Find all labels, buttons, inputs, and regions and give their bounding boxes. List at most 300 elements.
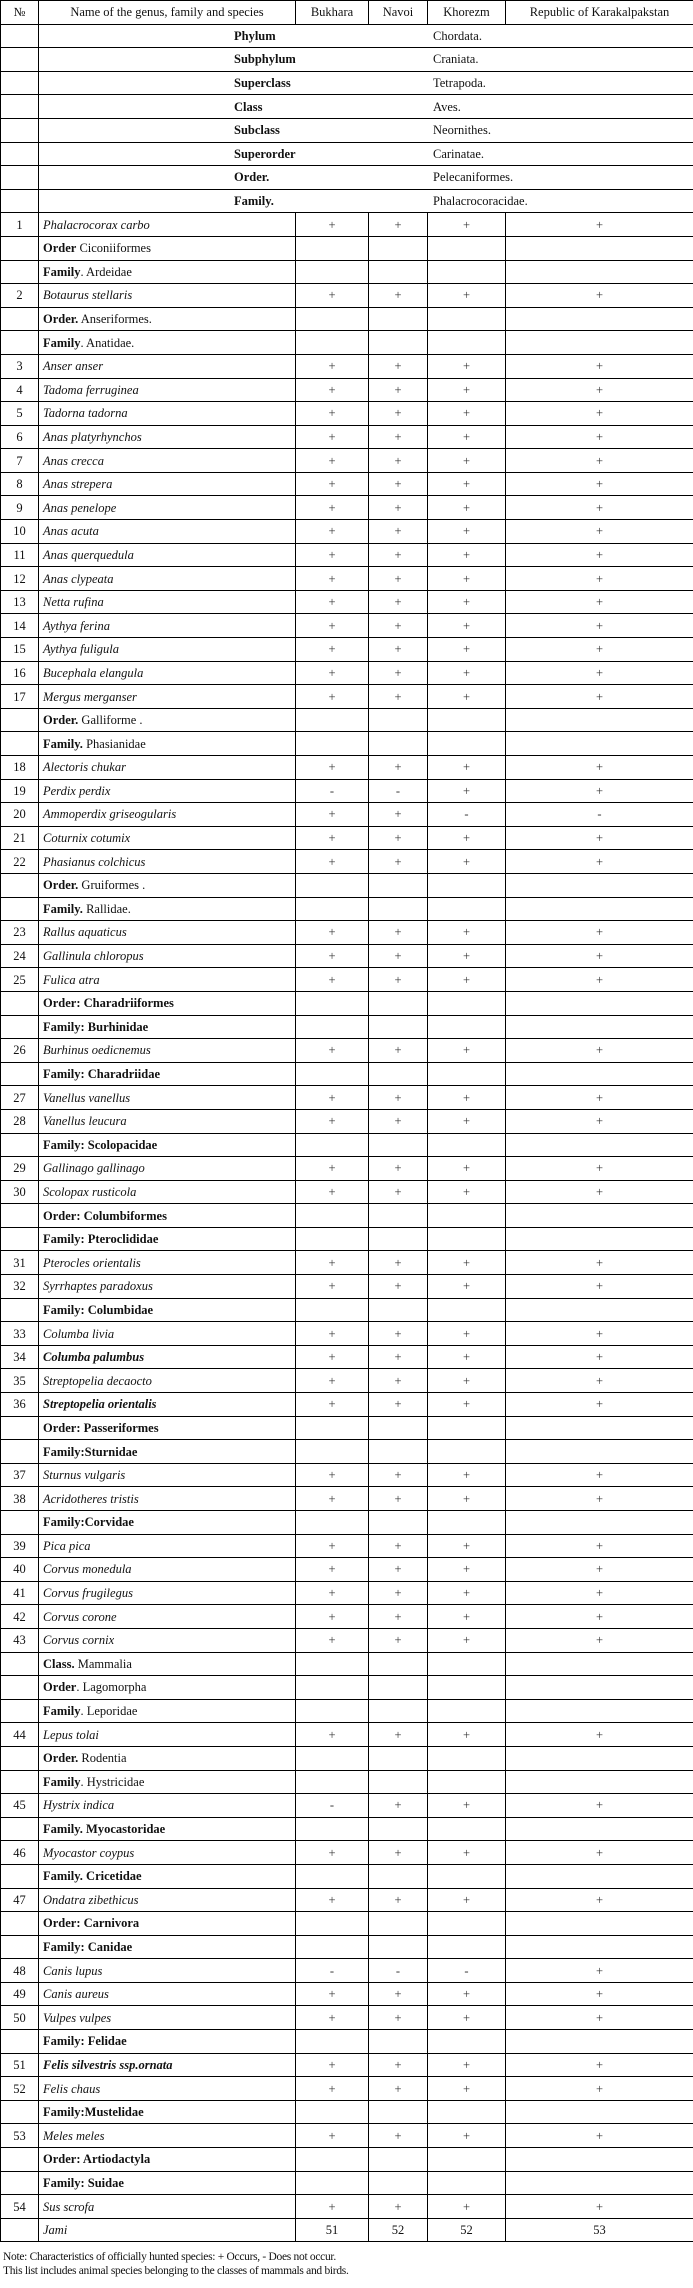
row-number: [1, 708, 39, 732]
occurrence-karakalpakstan: +: [506, 496, 693, 520]
empty-cell-karakalpakstan: [506, 1770, 693, 1794]
row-number: [1, 71, 39, 95]
row-number: 26: [1, 1039, 39, 1063]
occurrence-bukhara: +: [296, 1157, 369, 1181]
empty-cell-navoi: [369, 1699, 428, 1723]
species-name: Corvus monedula: [39, 1558, 296, 1582]
empty-cell-bukhara: [296, 991, 369, 1015]
occurrence-navoi: +: [369, 1275, 428, 1299]
header-karakalpakstan: Republic of Karakalpakstan: [506, 1, 693, 25]
group-taxon: . Ardeidae: [80, 264, 132, 279]
occurrence-karakalpakstan: +: [506, 1086, 693, 1110]
taxonomy-content: [43, 48, 689, 70]
empty-cell-khorezm: [428, 1298, 506, 1322]
taxonomy-content: [43, 119, 689, 141]
group-name: [39, 2100, 296, 2124]
occurrence-bukhara: +: [296, 661, 369, 685]
species-row: [1, 449, 693, 473]
empty-cell-khorezm: [428, 1699, 506, 1723]
row-number: [1, 1416, 39, 1440]
species-name: Acridotheres tristis: [39, 1487, 296, 1511]
occurrence-khorezm: +: [428, 638, 506, 662]
occurrence-karakalpakstan: +: [506, 449, 693, 473]
occurrence-navoi: +: [369, 1039, 428, 1063]
row-number: [1, 95, 39, 119]
occurrence-navoi: +: [369, 2124, 428, 2148]
group-row: [1, 1298, 693, 1322]
row-number: 43: [1, 1628, 39, 1652]
occurrence-navoi: +: [369, 284, 428, 308]
row-number: 15: [1, 638, 39, 662]
empty-cell-khorezm: [428, 2030, 506, 2054]
row-number: 38: [1, 1487, 39, 1511]
occurrence-navoi: +: [369, 590, 428, 614]
group-name: [39, 2030, 296, 2054]
species-row: [1, 1534, 693, 1558]
occurrence-karakalpakstan: +: [506, 2195, 693, 2219]
empty-cell-karakalpakstan: [506, 1440, 693, 1464]
empty-cell-navoi: [369, 1015, 428, 1039]
empty-cell-bukhara: [296, 2030, 369, 2054]
occurrence-karakalpakstan: +: [506, 1982, 693, 2006]
occurrence-bukhara: +: [296, 1534, 369, 1558]
group-row: [1, 1746, 693, 1770]
species-row: [1, 402, 693, 426]
species-row: [1, 1628, 693, 1652]
group-name: [39, 260, 296, 284]
species-row: [1, 354, 693, 378]
occurrence-karakalpakstan: +: [506, 402, 693, 426]
group-rank: Order.: [43, 312, 79, 327]
row-number: [1, 118, 39, 142]
row-number: [1, 142, 39, 166]
occurrence-bukhara: +: [296, 2006, 369, 2030]
occurrence-bukhara: +: [296, 968, 369, 992]
group-row: [1, 2100, 693, 2124]
empty-cell-navoi: [369, 1770, 428, 1794]
occurrence-karakalpakstan: +: [506, 1581, 693, 1605]
species-name: Hystrix indica: [39, 1794, 296, 1818]
occurrence-karakalpakstan: +: [506, 2124, 693, 2148]
occurrence-karakalpakstan: +: [506, 1322, 693, 1346]
total-karakalpakstan: 53: [506, 2218, 693, 2242]
group-row: [1, 2148, 693, 2172]
occurrence-karakalpakstan: +: [506, 543, 693, 567]
taxonomy-content: [43, 25, 689, 47]
species-row: [1, 1982, 693, 2006]
group-row: [1, 1652, 693, 1676]
group-rank: Order: [43, 241, 77, 256]
occurrence-khorezm: +: [428, 1723, 506, 1747]
species-row: [1, 1086, 693, 1110]
taxonomy-name: Craniata.: [433, 52, 479, 67]
species-name: Perdix perdix: [39, 779, 296, 803]
empty-cell-khorezm: [428, 1746, 506, 1770]
occurrence-navoi: +: [369, 1345, 428, 1369]
empty-cell-navoi: [369, 1511, 428, 1535]
taxonomy-row: [1, 24, 693, 48]
occurrence-bukhara: +: [296, 1109, 369, 1133]
row-number: [1, 1015, 39, 1039]
group-taxon: . Leporidae: [80, 1704, 138, 1719]
occurrence-khorezm: +: [428, 850, 506, 874]
empty-cell-navoi: [369, 1204, 428, 1228]
row-number: 45: [1, 1794, 39, 1818]
occurrence-khorezm: +: [428, 614, 506, 638]
empty-cell-karakalpakstan: [506, 1746, 693, 1770]
occurrence-karakalpakstan: +: [506, 2077, 693, 2101]
group-name: [39, 1440, 296, 1464]
occurrence-navoi: +: [369, 402, 428, 426]
occurrence-navoi: +: [369, 1157, 428, 1181]
empty-cell-khorezm: [428, 307, 506, 331]
species-row: [1, 590, 693, 614]
row-number: 27: [1, 1086, 39, 1110]
species-row: [1, 803, 693, 827]
group-name: [39, 1912, 296, 1936]
empty-cell-bukhara: [296, 708, 369, 732]
species-row: [1, 826, 693, 850]
row-number: 17: [1, 685, 39, 709]
occurrence-karakalpakstan: +: [506, 921, 693, 945]
occurrence-bukhara: +: [296, 1039, 369, 1063]
occurrence-karakalpakstan: +: [506, 1251, 693, 1275]
group-row: [1, 1133, 693, 1157]
group-name: [39, 991, 296, 1015]
row-number: 35: [1, 1369, 39, 1393]
empty-cell-karakalpakstan: [506, 1015, 693, 1039]
empty-cell-karakalpakstan: [506, 873, 693, 897]
occurrence-karakalpakstan: +: [506, 1157, 693, 1181]
occurrence-bukhara: +: [296, 921, 369, 945]
occurrence-khorezm: +: [428, 944, 506, 968]
species-row: [1, 2077, 693, 2101]
occurrence-navoi: +: [369, 543, 428, 567]
occurrence-bukhara: +: [296, 449, 369, 473]
empty-cell-karakalpakstan: [506, 1817, 693, 1841]
occurrence-bukhara: +: [296, 1558, 369, 1582]
row-number: 29: [1, 1157, 39, 1181]
species-row: [1, 1463, 693, 1487]
occurrence-navoi: +: [369, 1605, 428, 1629]
group-name: [39, 1416, 296, 1440]
occurrence-khorezm: +: [428, 1794, 506, 1818]
group-rank: Order.: [43, 878, 79, 893]
group-taxon: Rallidae.: [82, 901, 131, 916]
group-name: [39, 1864, 296, 1888]
empty-cell-karakalpakstan: [506, 2148, 693, 2172]
empty-cell-karakalpakstan: [506, 897, 693, 921]
group-name: [39, 2171, 296, 2195]
total-bukhara: 51: [296, 2218, 369, 2242]
empty-cell-khorezm: [428, 1676, 506, 1700]
occurrence-navoi: +: [369, 2195, 428, 2219]
occurrence-navoi: +: [369, 213, 428, 237]
occurrence-karakalpakstan: +: [506, 1180, 693, 1204]
empty-cell-karakalpakstan: [506, 2030, 693, 2054]
row-number: [1, 2171, 39, 2195]
species-name: Bucephala elangula: [39, 661, 296, 685]
species-name: Phasianus colchicus: [39, 850, 296, 874]
species-row: [1, 284, 693, 308]
group-name: [39, 708, 296, 732]
species-row: [1, 1393, 693, 1417]
occurrence-khorezm: +: [428, 1534, 506, 1558]
occurrence-khorezm: +: [428, 354, 506, 378]
species-name: Anas strepera: [39, 472, 296, 496]
row-number: 54: [1, 2195, 39, 2219]
species-row: [1, 1487, 693, 1511]
occurrence-khorezm: +: [428, 449, 506, 473]
empty-cell-khorezm: [428, 1912, 506, 1936]
empty-cell-bukhara: [296, 732, 369, 756]
empty-cell-khorezm: [428, 732, 506, 756]
species-row: [1, 213, 693, 237]
taxonomy-row: [1, 142, 693, 166]
occurrence-navoi: +: [369, 1841, 428, 1865]
row-number: [1, 189, 39, 213]
occurrence-navoi: +: [369, 1463, 428, 1487]
occurrence-navoi: +: [369, 826, 428, 850]
species-name: Lepus tolai: [39, 1723, 296, 1747]
empty-cell-karakalpakstan: [506, 1227, 693, 1251]
empty-cell-khorezm: [428, 1511, 506, 1535]
row-number: [1, 1227, 39, 1251]
occurrence-khorezm: +: [428, 402, 506, 426]
group-rank: Family: [43, 335, 81, 350]
species-row: [1, 921, 693, 945]
occurrence-khorezm: +: [428, 968, 506, 992]
occurrence-navoi: +: [369, 1180, 428, 1204]
occurrence-navoi: +: [369, 354, 428, 378]
species-row: [1, 2006, 693, 2030]
occurrence-khorezm: +: [428, 284, 506, 308]
note-scope: This list includes animal species belonging to the classes of mammals and birds.: [3, 2265, 349, 2278]
row-number: 7: [1, 449, 39, 473]
group-rank: Order: Columbiformes: [43, 1208, 167, 1223]
group-rank: Order: Charadriiformes: [43, 996, 174, 1011]
group-rank: Family: Columbidae: [43, 1302, 154, 1317]
note-legend: Note: Characteristics of officially hunted species: + Occurs, - Does not occur.: [3, 2251, 336, 2264]
row-number: 51: [1, 2053, 39, 2077]
taxonomy-name: Neornithes.: [433, 123, 491, 138]
group-row: [1, 1511, 693, 1535]
group-rank: Family: Pteroclididae: [43, 1232, 159, 1247]
occurrence-karakalpakstan: +: [506, 284, 693, 308]
group-taxon: Anseriformes.: [78, 312, 152, 327]
row-number: 44: [1, 1723, 39, 1747]
empty-cell-karakalpakstan: [506, 260, 693, 284]
occurrence-navoi: -: [369, 779, 428, 803]
species-row: [1, 2195, 693, 2219]
empty-cell-khorezm: [428, 1015, 506, 1039]
occurrence-khorezm: +: [428, 1888, 506, 1912]
taxonomy-name: Chordata.: [433, 28, 482, 43]
empty-cell-khorezm: [428, 1652, 506, 1676]
species-name: Anas querquedula: [39, 543, 296, 567]
empty-cell-bukhara: [296, 1204, 369, 1228]
occurrence-bukhara: +: [296, 826, 369, 850]
empty-cell-navoi: [369, 732, 428, 756]
taxonomy-name: Aves.: [433, 99, 461, 114]
species-name: Sus scrofa: [39, 2195, 296, 2219]
occurrence-navoi: +: [369, 472, 428, 496]
row-number: 41: [1, 1581, 39, 1605]
group-row: [1, 1062, 693, 1086]
species-row: [1, 1039, 693, 1063]
occurrence-navoi: +: [369, 756, 428, 780]
species-row: [1, 1841, 693, 1865]
row-number: [1, 48, 39, 72]
group-name: [39, 1015, 296, 1039]
species-name: Fulica atra: [39, 968, 296, 992]
species-row: [1, 1558, 693, 1582]
empty-cell-navoi: [369, 1746, 428, 1770]
occurrence-bukhara: +: [296, 1628, 369, 1652]
total-khorezm: 52: [428, 2218, 506, 2242]
occurrence-karakalpakstan: +: [506, 638, 693, 662]
species-row: [1, 1275, 693, 1299]
species-row: [1, 1369, 693, 1393]
taxonomy-cell: [39, 48, 693, 72]
occurrence-navoi: +: [369, 1888, 428, 1912]
occurrence-khorezm: +: [428, 1322, 506, 1346]
group-rank: Order.: [43, 713, 79, 728]
row-number: [1, 873, 39, 897]
taxonomy-row: [1, 189, 693, 213]
species-name: Mergus merganser: [39, 685, 296, 709]
group-row: [1, 2030, 693, 2054]
row-number: 34: [1, 1345, 39, 1369]
species-name: Tadoma ferruginea: [39, 378, 296, 402]
occurrence-karakalpakstan: +: [506, 1534, 693, 1558]
species-name: Streptopelia decaocto: [39, 1369, 296, 1393]
occurrence-bukhara: +: [296, 590, 369, 614]
occurrence-karakalpakstan: +: [506, 213, 693, 237]
empty-cell-navoi: [369, 1817, 428, 1841]
occurrence-khorezm: +: [428, 1157, 506, 1181]
occurrence-bukhara: +: [296, 520, 369, 544]
row-number: [1, 1062, 39, 1086]
occurrence-navoi: +: [369, 425, 428, 449]
occurrence-karakalpakstan: +: [506, 614, 693, 638]
species-name: Phalacrocorax carbo: [39, 213, 296, 237]
species-name: Gallinago gallinago: [39, 1157, 296, 1181]
row-number: 3: [1, 354, 39, 378]
row-number: 39: [1, 1534, 39, 1558]
occurrence-navoi: +: [369, 1369, 428, 1393]
occurrence-khorezm: +: [428, 921, 506, 945]
taxonomy-rank: Superclass: [234, 76, 291, 91]
species-name: Aythya ferina: [39, 614, 296, 638]
row-number: 48: [1, 1959, 39, 1983]
occurrence-karakalpakstan: +: [506, 826, 693, 850]
species-row: [1, 614, 693, 638]
row-number: 19: [1, 779, 39, 803]
row-number: [1, 260, 39, 284]
occurrence-navoi: +: [369, 2077, 428, 2101]
row-number: [1, 1817, 39, 1841]
group-row: [1, 1416, 693, 1440]
species-row: [1, 1723, 693, 1747]
species-row: [1, 1345, 693, 1369]
taxonomy-row: [1, 48, 693, 72]
occurrence-khorezm: +: [428, 1841, 506, 1865]
empty-cell-navoi: [369, 1062, 428, 1086]
species-name: Corvus cornix: [39, 1628, 296, 1652]
row-number: [1, 1440, 39, 1464]
empty-cell-navoi: [369, 307, 428, 331]
empty-cell-khorezm: [428, 708, 506, 732]
occurrence-bukhara: +: [296, 543, 369, 567]
header-bukhara: Bukhara: [296, 1, 369, 25]
group-rank: Family:Corvidae: [43, 1515, 134, 1530]
species-row: [1, 472, 693, 496]
occurrence-khorezm: +: [428, 472, 506, 496]
species-name: Botaurus stellaris: [39, 284, 296, 308]
total-navoi: 52: [369, 2218, 428, 2242]
empty-cell-bukhara: [296, 1416, 369, 1440]
species-name: Alectoris chukar: [39, 756, 296, 780]
species-row: [1, 543, 693, 567]
empty-cell-navoi: [369, 1652, 428, 1676]
species-row: [1, 756, 693, 780]
group-name: [39, 1935, 296, 1959]
species-row: [1, 850, 693, 874]
occurrence-karakalpakstan: +: [506, 1109, 693, 1133]
empty-cell-bukhara: [296, 2148, 369, 2172]
occurrence-karakalpakstan: +: [506, 520, 693, 544]
occurrence-bukhara: +: [296, 2077, 369, 2101]
empty-cell-navoi: [369, 260, 428, 284]
occurrence-bukhara: +: [296, 1463, 369, 1487]
row-number: [1, 1770, 39, 1794]
group-name: [39, 2148, 296, 2172]
group-rank: Order: Artiodactyla: [43, 2152, 151, 2167]
row-number: 47: [1, 1888, 39, 1912]
group-row: [1, 1817, 693, 1841]
row-number: 32: [1, 1275, 39, 1299]
row-number: [1, 236, 39, 260]
taxonomy-name: Carinatae.: [433, 146, 485, 161]
row-number: 10: [1, 520, 39, 544]
empty-cell-bukhara: [296, 1699, 369, 1723]
species-name: Corvus corone: [39, 1605, 296, 1629]
species-row: [1, 496, 693, 520]
group-rank: Family: Burhinidae: [43, 1019, 149, 1034]
species-name: Aythya fuligula: [39, 638, 296, 662]
species-row: [1, 685, 693, 709]
group-name: [39, 331, 296, 355]
row-number: [1, 166, 39, 190]
occurrence-karakalpakstan: +: [506, 1794, 693, 1818]
group-rank: Family:Sturnidae: [43, 1444, 138, 1459]
group-row: [1, 1699, 693, 1723]
occurrence-karakalpakstan: +: [506, 1275, 693, 1299]
species-name: Tadorna tadorna: [39, 402, 296, 426]
group-name: [39, 1652, 296, 1676]
group-rank: Family. Cricetidae: [43, 1869, 142, 1884]
species-name: Anas penelope: [39, 496, 296, 520]
occurrence-khorezm: +: [428, 756, 506, 780]
row-number: 11: [1, 543, 39, 567]
species-name: Rallus aquaticus: [39, 921, 296, 945]
species-name: Myocastor coypus: [39, 1841, 296, 1865]
empty-cell-karakalpakstan: [506, 1204, 693, 1228]
empty-cell-karakalpakstan: [506, 2171, 693, 2195]
taxonomy-name: Phalacrocoracidae.: [433, 194, 528, 209]
occurrence-navoi: +: [369, 1558, 428, 1582]
